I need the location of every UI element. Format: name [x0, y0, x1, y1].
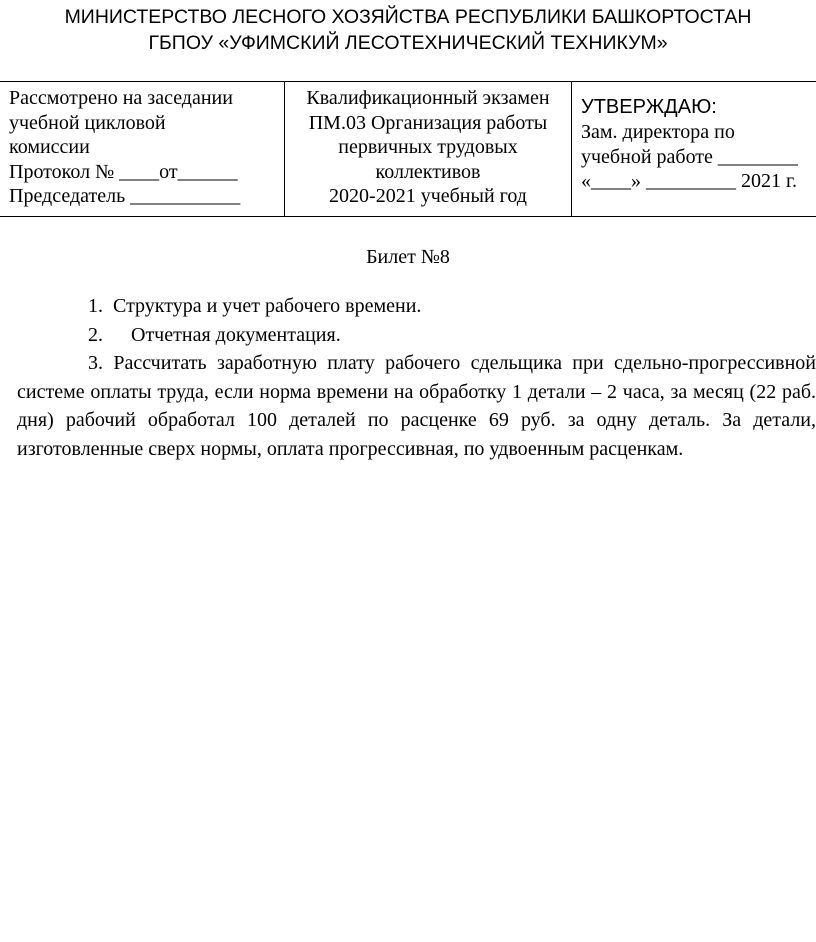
question-item [17, 349, 816, 463]
approval-line: Зам. директора по [581, 121, 735, 143]
question-number: 2. [88, 323, 103, 346]
exam-line: Квалификационный экзамен [306, 87, 550, 109]
exam-line: первичных трудовых [338, 136, 518, 158]
review-line: Рассмотрено на заседании [9, 87, 233, 109]
ticket-questions [17, 292, 816, 463]
academic-year: 2020-2021 учебный год [329, 185, 527, 207]
exam-line: ПМ.03 Организация работы [308, 111, 548, 134]
question-text: Рассчитать заработную плату рабочего сдельщика при сдельно-прогрессивной системе оплаты труда, если норма времени на обработку 1 детали – 2 часа, за месяц (22 раб. дня) рабочий обработал 100 деталей по расценке 69 руб. за одну деталь. За детали, изготовленные сверх нормы, оплата прогрессивная, по удвоенным расценкам. [17, 352, 816, 460]
approval-cell [572, 82, 816, 216]
approval-line: учебной работе ________ [581, 145, 798, 168]
review-line: комиссии [9, 136, 90, 158]
approval-date-line: «____» _________ 2021 г. [581, 170, 797, 192]
exam-info-cell [285, 82, 572, 216]
school-name: ГБПОУ «УФИМСКИЙ ЛЕСОТЕХНИЧЕСКИЙ ТЕХНИКУМ» [148, 32, 668, 54]
approval-title: УТВЕРЖДАЮ: [581, 96, 717, 118]
question-number: 3. [88, 352, 103, 374]
question-text: Структура и учет рабочего времени. [113, 295, 422, 317]
ministry-name: МИНИСТЕРСТВО ЛЕСНОГО ХОЗЯЙСТВА РЕСПУБЛИКИ БАШКОРТОСТАН [64, 6, 752, 28]
chairman-line: Председатель ___________ [9, 185, 241, 207]
exam-line: коллективов [375, 160, 481, 183]
approval-table [0, 81, 816, 217]
review-line: учебной цикловой [9, 111, 166, 134]
question-item [17, 321, 816, 350]
ticket-title: Билет №8 [366, 246, 450, 268]
question-number: 1. [88, 295, 103, 317]
document-header [0, 4, 816, 56]
review-cell [0, 82, 285, 216]
protocol-line: Протокол № ____от______ [9, 160, 238, 183]
question-text: Отчетная документация. [131, 323, 341, 346]
question-item [17, 292, 816, 321]
